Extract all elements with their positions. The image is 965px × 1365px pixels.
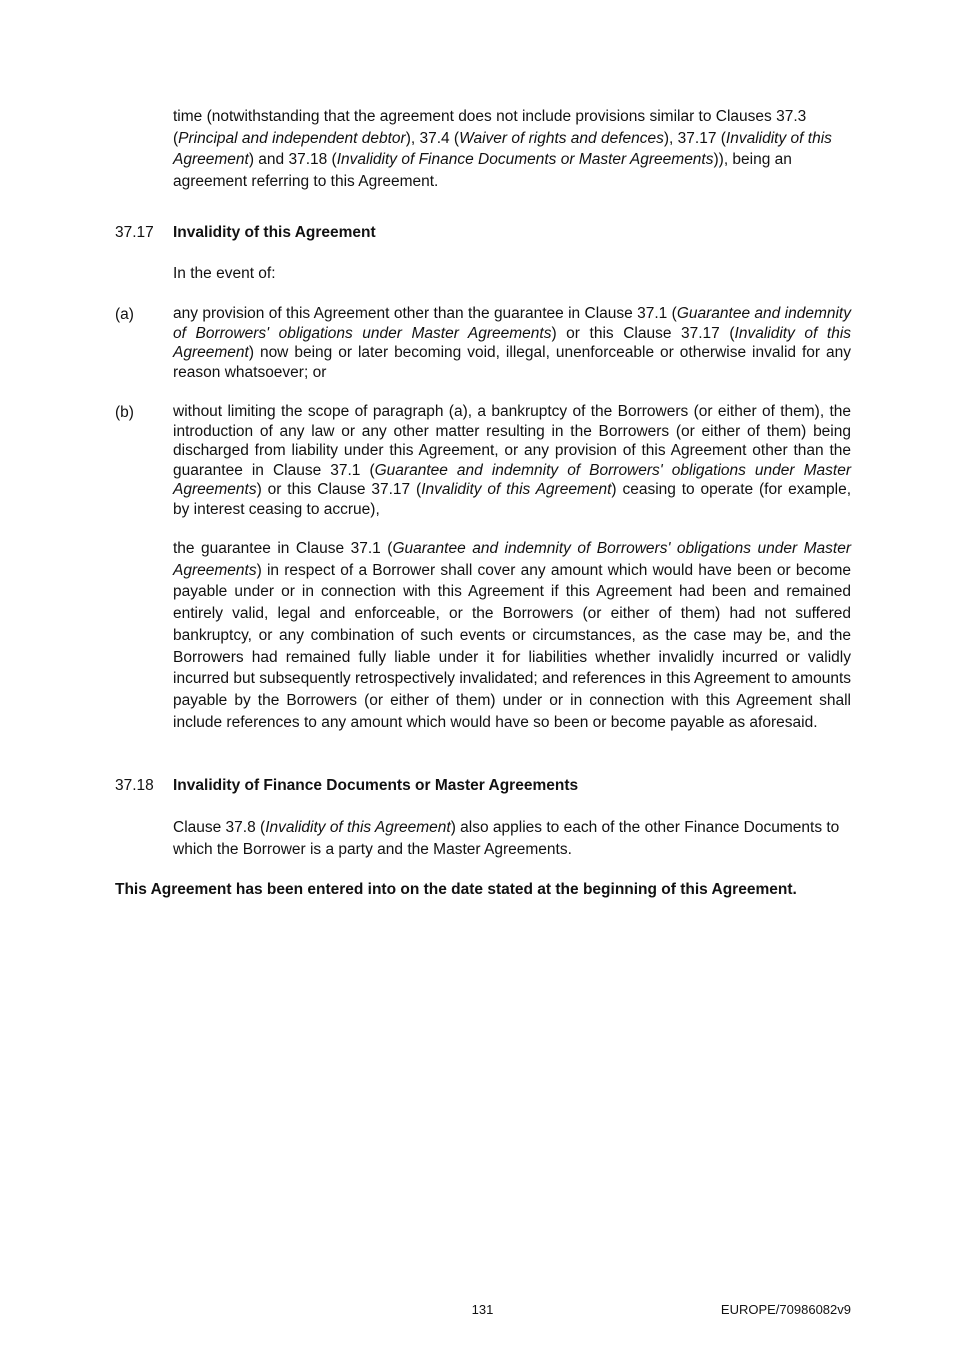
- clause-conclusion: the guarantee in Clause 37.1 (Guarantee and indemnity of Borrowers' obligations under Master Agreements) in respect of a Borrower shall cover any amount which would have been or become payable under or in connection with this Agreement if this Agreement had been and remained entirely valid, legal and enforceable, or the Borrowers (or either of them) had not suffered bankruptcy, or any combination of such events or circumstances, as the case may be, and the Borrowers had remained fully liable under it for liabilities whether invalidly incurred or validly incurred but subsequently retrospectively invalidated; and references in this Agreement to amounts payable by the Borrowers (or either of them) under or in connection with this Agreement shall include references to any amount which would have so been or become payable as aforesaid.: [173, 540, 851, 731]
- clause-number-37-18: 37.18: [115, 777, 154, 794]
- item-a-label: (a): [115, 306, 134, 323]
- clause-intro: In the event of:: [173, 265, 276, 282]
- clause-37-18-text: Clause 37.8 (Invalidity of this Agreement) also applies to each of the other Finance Documents to which the Borrower is a party and the Master Agreements.: [173, 819, 840, 858]
- closing-statement: This Agreement has been entered into on the date stated at the beginning of this Agreement.: [115, 881, 797, 898]
- clause-number-37-17: 37.17: [115, 224, 154, 241]
- item-b-label: (b): [115, 404, 134, 421]
- page-number: 131: [471, 1302, 494, 1317]
- clause-title-37-18: Invalidity of Finance Documents or Master Agreements: [173, 777, 579, 794]
- continuation-paragraph: time (notwithstanding that the agreement does not include provisions similar to Clauses 37.3 (Principal and independent debtor), 37.4 (Waiver of rights and defences), 37.17 (Invalidity of this Agreement) and 37.18 (Invalidity of Finance Documents or Master Agreements)), being an agreement referring to this Agreement.: [173, 108, 832, 191]
- item-a-text: any provision of this Agreement other than the guarantee in Clause 37.1 (Guarantee and indemnity of Borrowers' obligations under Master Agreements) or this Clause 37.17 (Invalidity of this Agreement) now being or later becoming void, illegal, unenforceable or otherwise invalid for any reason whatsoever; or: [173, 305, 852, 381]
- item-b-text: without limiting the scope of paragraph (a), a bankruptcy of the Borrowers (or either of them), the introduction of any law or any other matter resulting in the Borrowers (or either of them) being discharged from liability under this Agreement, or any provision of this Agreement other than the guarantee in Clause 37.1 (Guarantee and indemnity of Borrowers' obligations under Master Agreements) or this Clause 37.17 (Invalidity of this Agreement) ceasing to operate (for example, by interest ceasing to accrue),: [173, 403, 852, 518]
- clause-title-37-17: Invalidity of this Agreement: [173, 224, 376, 241]
- document-reference: EUROPE/70986082v9: [720, 1302, 851, 1317]
